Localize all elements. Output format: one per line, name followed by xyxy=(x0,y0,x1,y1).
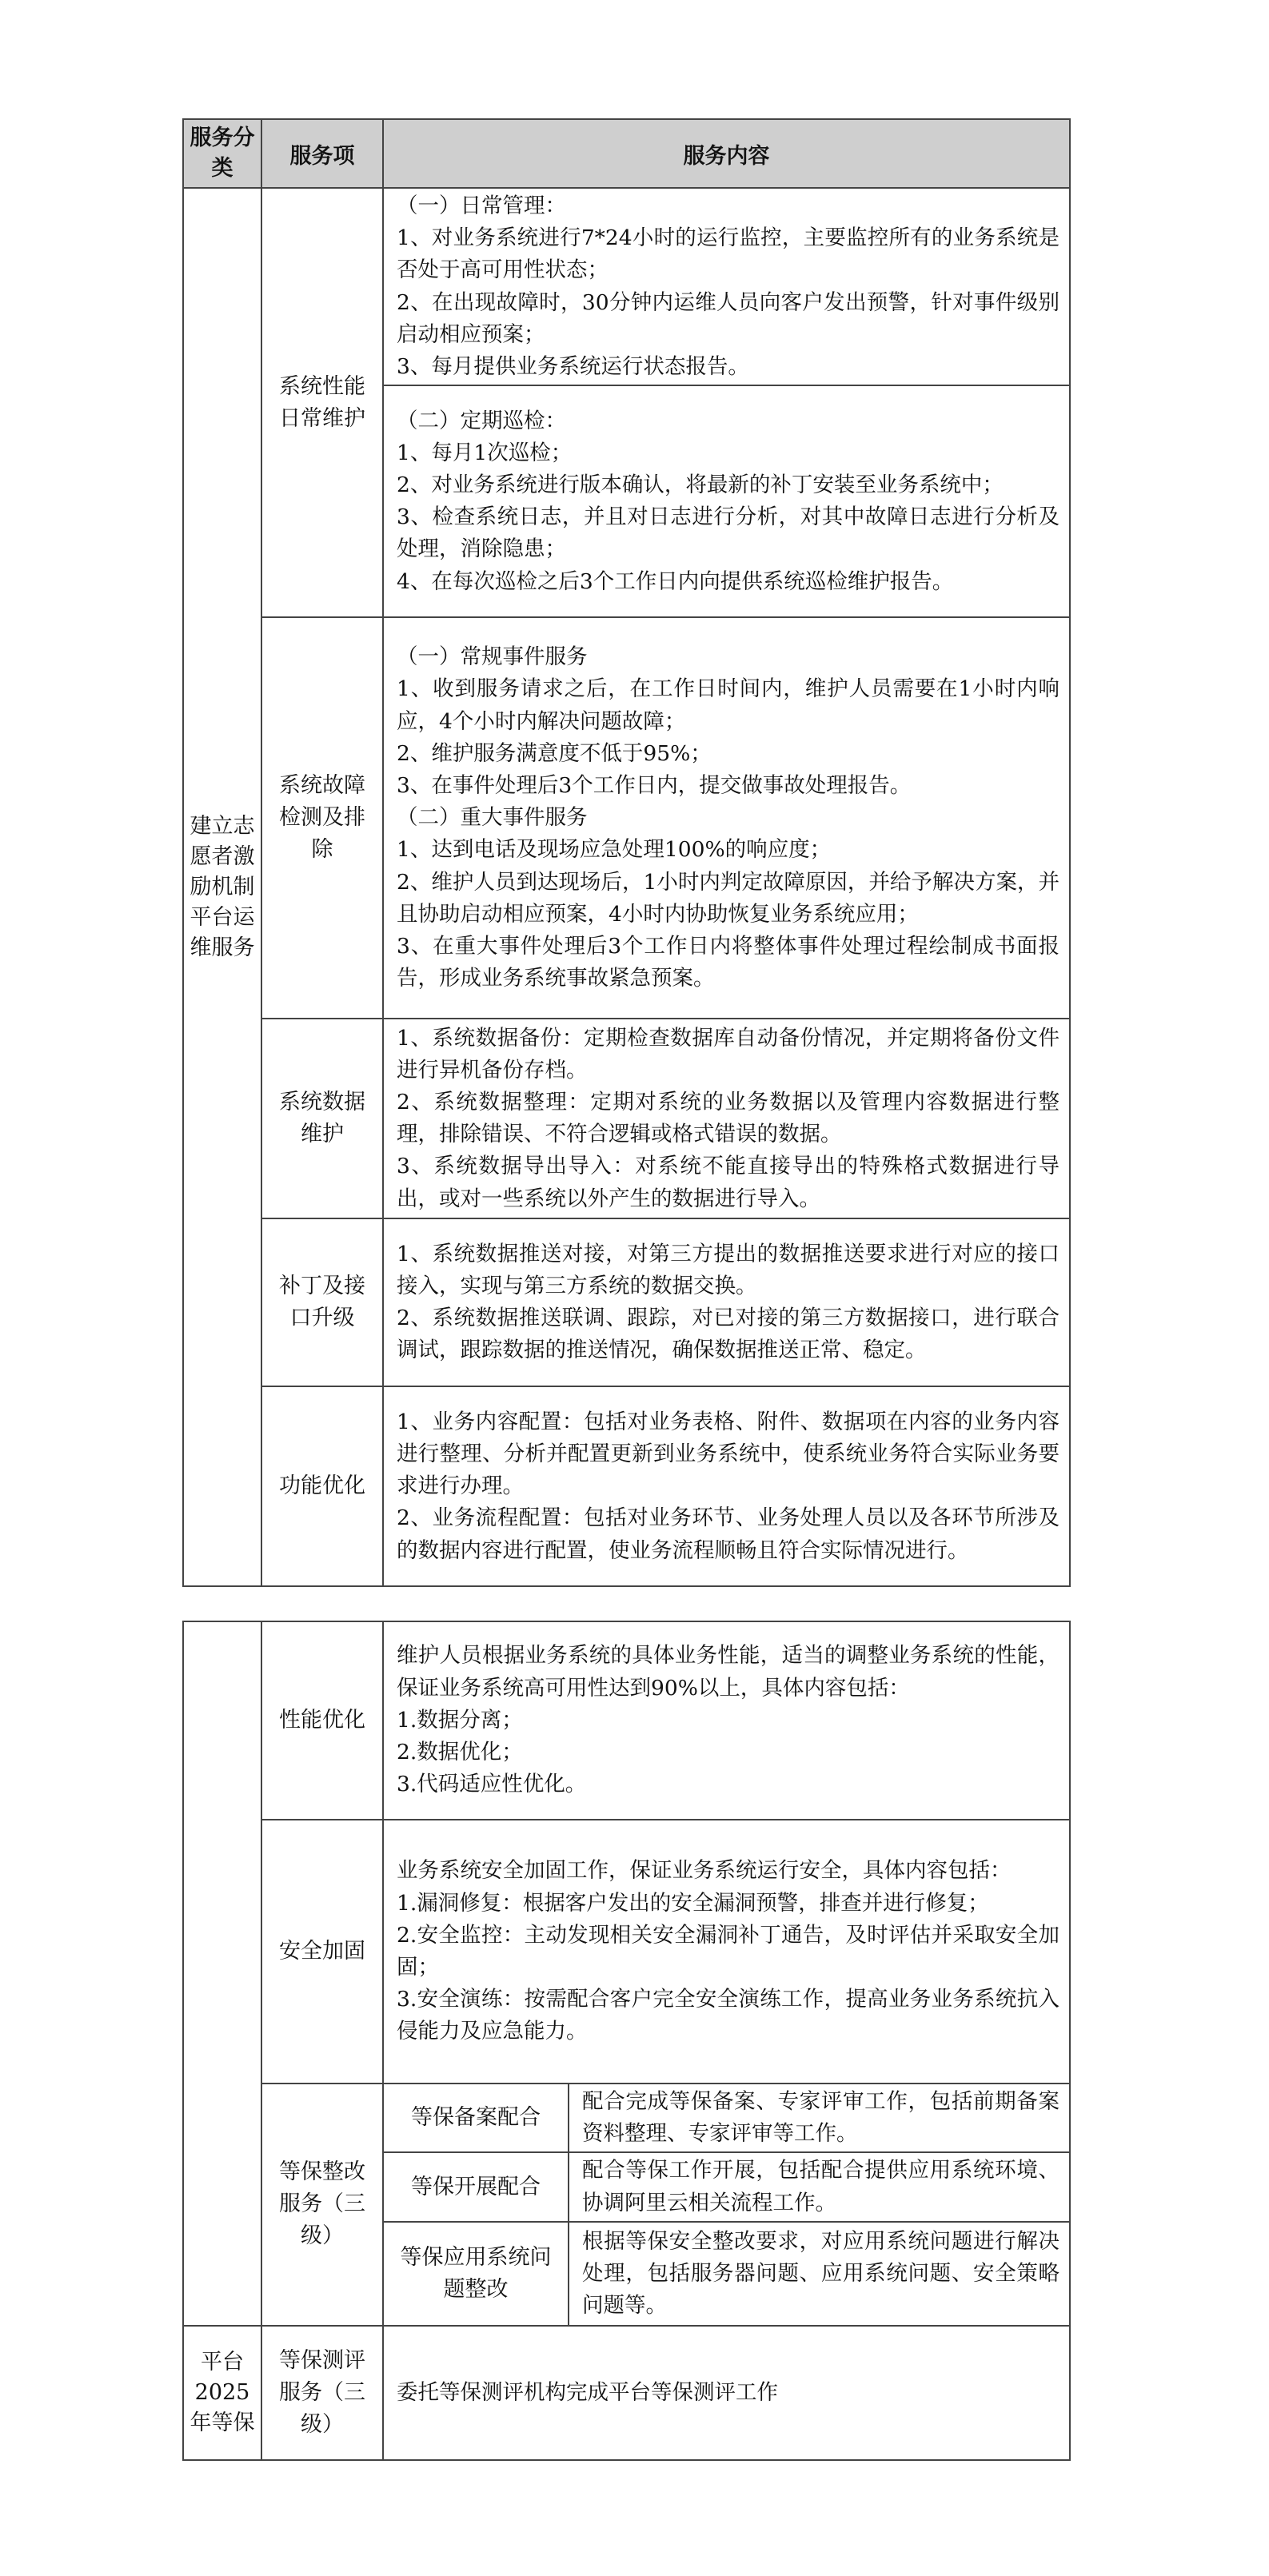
service-table-2 xyxy=(182,1621,1071,2461)
content-line: 3.安全演练：按需配合客户完全安全演练工作，提高业务业务系统抗入侵能力及应急能力。 xyxy=(397,1987,1059,2044)
item-cell: 功能优化 xyxy=(261,1386,383,1586)
content-line: 3、每月提供业务系统运行状态报告。 xyxy=(397,354,749,380)
content-line: 4、在每次巡检之后3个工作日内向提供系统巡检维护报告。 xyxy=(397,568,954,594)
table-row xyxy=(183,188,1070,385)
content-line: 1、对业务系统进行7*24小时的运行监控，主要监控所有的业务系统是否处于高可用性状态； xyxy=(397,225,1059,283)
content-line: 1、业务内容配置：包括对业务表格、附件、数据项在内容的业务内容进行整理、分析并配置更新到业务系统中，使系统业务符合实际业务要求进行办理。 xyxy=(397,1409,1059,1499)
content-line: （一）日常管理： xyxy=(397,193,566,218)
content-line: 3、系统数据导出导入：对系统不能直接导出的特殊格式数据进行导出，或对一些系统以外产生的数据进行导入。 xyxy=(397,1154,1059,1211)
content-line: 2、业务流程配置：包括对业务环节、业务处理人员以及各环节所涉及的数据内容进行配置，使业务流程顺畅且符合实际情况进行。 xyxy=(397,1505,1059,1563)
content-cell xyxy=(383,385,1070,617)
content-line: 1.漏洞修复：根据客户发出的安全漏洞预警，排查并进行修复； xyxy=(397,1890,989,1916)
content-line: （一）常规事件服务 xyxy=(397,644,588,670)
content-line: 维护人员根据业务系统的具体业务性能，适当的调整业务系统的性能，保证业务系统高可用性达到90%以上，具体内容包括： xyxy=(397,1643,1059,1701)
content-line: 业务系统安全加固工作，保证业务系统运行安全，具体内容包括： xyxy=(397,1858,1012,1884)
content-line: 2、在出现故障时，30分钟内运维人员向客户发出预警，针对事件级别启动相应预案； xyxy=(397,289,1059,347)
content-cell xyxy=(383,1621,1070,1820)
content-line: 2、维护服务满意度不低于95%； xyxy=(397,740,712,766)
table-row xyxy=(183,1386,1070,1586)
content-line: 1、系统数据备份：定期检查数据库自动备份情况，并定期将备份文件进行异机备份存档。 xyxy=(397,1025,1059,1083)
category-cell: 建立志愿者激励机制平台运维服务 xyxy=(183,188,261,1586)
content-line: 1、每月1次巡检； xyxy=(397,440,573,465)
category-cell: 平台2025年等保 xyxy=(183,2326,261,2460)
sub-item-cell: 等保应用系统问题整改 xyxy=(383,2222,569,2326)
content-line: 1、系统数据推送对接，对第三方提出的数据推送要求进行对应的接口接入，实现与第三方系统的数据交换。 xyxy=(397,1241,1059,1299)
content-cell xyxy=(383,188,1070,385)
content-line: （二）重大事件服务 xyxy=(397,805,588,831)
content-cell xyxy=(383,1386,1070,1586)
table-row xyxy=(183,2084,1070,2152)
category-cell-continued xyxy=(183,1621,261,2326)
content-line: 3、检查系统日志，并且对日志进行分析，对其中故障日志进行分析及处理，消除隐患； xyxy=(397,504,1059,562)
content-line: 2、维护人员到达现场后，1小时内判定故障原因，并给予解决方案，并且协助启动相应预案，4小时内协助恢复业务系统应用； xyxy=(397,869,1059,927)
item-cell: 系统数据维护 xyxy=(261,1019,383,1218)
content-line: 1、达到电话及现场应急处理100%的响应度； xyxy=(397,837,832,863)
sub-item-cell: 等保开展配合 xyxy=(383,2152,569,2221)
content-line: 2、对业务系统进行版本确认，将最新的补丁安装至业务系统中； xyxy=(397,473,1004,498)
header-category: 服务分类 xyxy=(183,119,261,188)
item-cell: 安全加固 xyxy=(261,1820,383,2084)
sub-content-cell: 配合完成等保备案、专家评审工作，包括前期备案资料整理、专家评审等工作。 xyxy=(569,2084,1070,2152)
content-cell xyxy=(383,1820,1070,2084)
item-cell: 等保整改服务（三级） xyxy=(261,2084,383,2326)
table-row xyxy=(183,1820,1070,2084)
item-cell: 性能优化 xyxy=(261,1621,383,1820)
table-row xyxy=(183,617,1070,1019)
content-line: 1.数据分离； xyxy=(397,1707,523,1733)
table-row xyxy=(183,2326,1070,2460)
sub-content-cell: 配合等保工作开展，包括配合提供应用系统环境、协调阿里云相关流程工作。 xyxy=(569,2152,1070,2221)
content-line: 3.代码适应性优化。 xyxy=(397,1772,587,1797)
item-cell: 系统故障检测及排除 xyxy=(261,617,383,1019)
content-line: 3、在重大事件处理后3个工作日内将整体事件处理过程绘制成书面报告，形成业务系统事故紧急预案。 xyxy=(397,933,1059,991)
sub-content-cell: 根据等保安全整改要求，对应用系统问题进行解决处理，包括服务器问题、应用系统问题、安全策略问题等。 xyxy=(569,2222,1070,2326)
content-line: 2、系统数据推送联调、跟踪，对已对接的第三方数据接口，进行联合调试，跟踪数据的推送情况，确保数据推送正常、稳定。 xyxy=(397,1306,1059,1363)
content-cell xyxy=(383,617,1070,1019)
header-content: 服务内容 xyxy=(383,119,1070,188)
content-line: （二）定期巡检： xyxy=(397,408,566,433)
content-cell xyxy=(383,1218,1070,1386)
content-line: 3、在事件处理后3个工作日内，提交做事故处理报告。 xyxy=(397,772,912,798)
header-item: 服务项 xyxy=(261,119,383,188)
sub-item-cell: 等保备案配合 xyxy=(383,2084,569,2152)
table-header-row xyxy=(183,119,1070,188)
content-cell xyxy=(383,1019,1070,1218)
content-line: 2、系统数据整理：定期对系统的业务数据以及管理内容数据进行整理，排除错误、不符合逻辑或格式错误的数据。 xyxy=(397,1090,1059,1147)
table-row xyxy=(183,1218,1070,1386)
content-line: 1、收到服务请求之后，在工作日时间内，维护人员需要在1小时内响应，4个小时内解决问题故障； xyxy=(397,676,1059,734)
item-cell: 补丁及接口升级 xyxy=(261,1218,383,1386)
content-line: 2.数据优化； xyxy=(397,1740,523,1765)
table-row xyxy=(183,1621,1070,1820)
item-cell: 等保测评服务（三级） xyxy=(261,2326,383,2460)
item-cell: 系统性能日常维护 xyxy=(261,188,383,617)
content-cell: 委托等保测评机构完成平台等保测评工作 xyxy=(383,2326,1070,2460)
content-line: 2.安全监控：主动发现相关安全漏洞补丁通告，及时评估并采取安全加固； xyxy=(397,1922,1059,1980)
table-row xyxy=(183,1019,1070,1218)
service-table-1 xyxy=(182,118,1071,1587)
